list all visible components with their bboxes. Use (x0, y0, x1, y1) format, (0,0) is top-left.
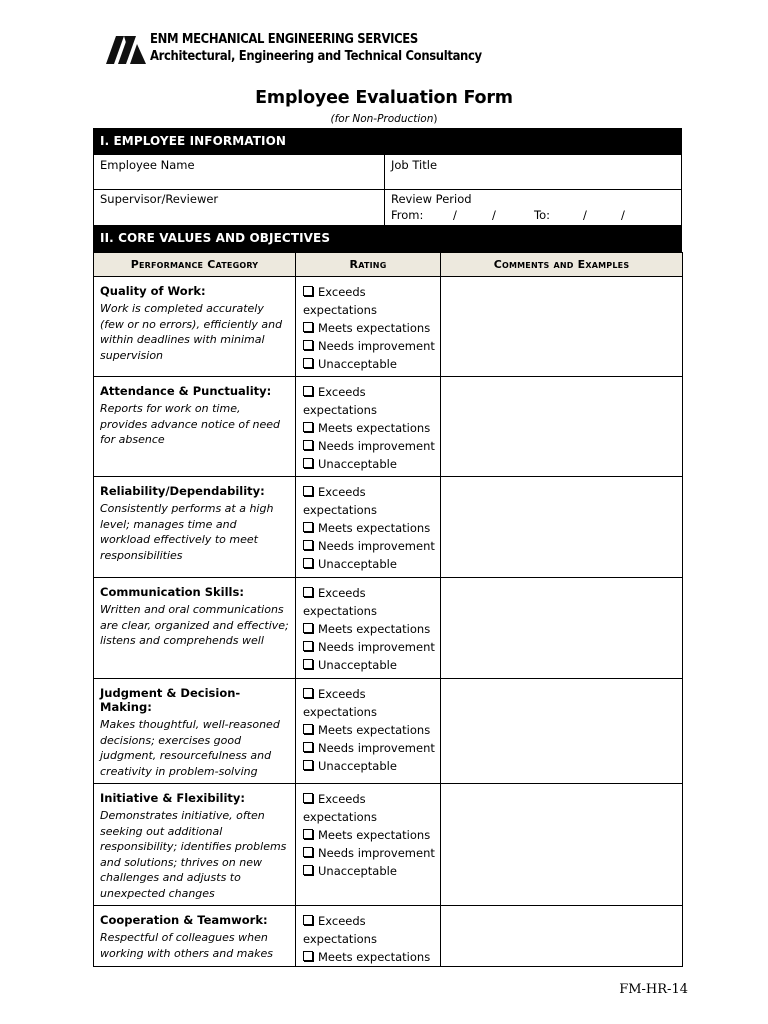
table-header-row (94, 253, 683, 277)
rating-option-label: Unacceptable (318, 357, 397, 371)
rating-option-label: Exceeds expectations (303, 792, 377, 824)
category-title: Judgment & Decision-Making: (100, 686, 241, 714)
performance-category-cell (94, 377, 296, 477)
comments-cell[interactable] (441, 578, 683, 679)
rating-option[interactable] (303, 620, 435, 638)
rating-cell (296, 679, 441, 784)
rating-option-label: Unacceptable (318, 557, 397, 571)
rating-option-label: Unacceptable (318, 457, 397, 471)
checkbox-icon[interactable] (303, 587, 313, 597)
section-title: I. EMPLOYEE INFORMATION (93, 128, 682, 155)
company-header (104, 28, 482, 68)
checkbox-icon[interactable] (303, 915, 313, 925)
checkbox-icon[interactable] (303, 458, 313, 468)
rating-option[interactable] (303, 319, 435, 337)
rating-cell (296, 578, 441, 679)
rating-option[interactable] (303, 948, 435, 966)
review-period-dates (391, 208, 675, 222)
rating-option-label: Unacceptable (318, 864, 397, 878)
category-title: Reliability/Dependability: (100, 484, 265, 498)
checkbox-icon[interactable] (303, 540, 313, 550)
rating-option[interactable] (303, 537, 435, 555)
rating-option-label: Meets expectations (318, 421, 431, 435)
checkbox-icon[interactable] (303, 641, 313, 651)
rating-option[interactable] (303, 419, 435, 437)
table-row (94, 277, 683, 377)
supervisor-label: Supervisor/Reviewer (100, 192, 219, 206)
rating-option[interactable] (303, 739, 435, 757)
rating-option-label: Exceeds expectations (303, 285, 377, 317)
checkbox-icon[interactable] (303, 865, 313, 875)
performance-category-cell (94, 277, 296, 377)
category-description: Written and oral communications are clear, organized and effective; listens and comprehends well (100, 603, 289, 647)
checkbox-icon[interactable] (303, 793, 313, 803)
comments-cell[interactable] (441, 784, 683, 906)
category-description: Demonstrates initiative, often seeking out additional responsibility; identifies problems and solutions; thrives on new challenges and adjusts to unexpected changes (100, 809, 287, 900)
info-row-name (93, 155, 682, 190)
section-employee-information (93, 128, 682, 155)
rating-option-label: Exceeds expectations (303, 914, 377, 946)
comments-cell[interactable] (441, 477, 683, 578)
form-subtitle (0, 113, 768, 125)
rating-option[interactable] (303, 656, 435, 674)
checkbox-icon[interactable] (303, 440, 313, 450)
rating-option[interactable] (303, 483, 435, 519)
to-date-sep-2: / (621, 208, 625, 222)
rating-option[interactable] (303, 337, 435, 355)
performance-category-cell (94, 578, 296, 679)
column-header-performance-category: Performance Category (94, 253, 296, 277)
section-core-values (93, 225, 682, 252)
rating-option-label: Needs improvement (318, 640, 435, 654)
category-title: Communication Skills: (100, 585, 244, 599)
rating-option[interactable] (303, 685, 435, 721)
rating-option[interactable] (303, 555, 435, 573)
rating-option-label: Exceeds expectations (303, 586, 377, 618)
rating-option-label: Needs improvement (318, 439, 435, 453)
checkbox-icon[interactable] (303, 286, 313, 296)
performance-category-cell (94, 477, 296, 578)
performance-category-cell (94, 906, 296, 967)
rating-option[interactable] (303, 757, 435, 775)
company-tagline: Architectural, Engineering and Technical Consultancy (150, 48, 482, 64)
rating-option[interactable] (303, 826, 435, 844)
form-title: Employee Evaluation Form (255, 88, 513, 108)
rating-option-label: Meets expectations (318, 950, 431, 964)
checkbox-icon[interactable] (303, 422, 313, 432)
rating-option-label: Needs improvement (318, 846, 435, 860)
checkbox-icon[interactable] (303, 951, 313, 961)
review-period-field[interactable] (385, 189, 681, 225)
form-code: FM-HR-14 (619, 982, 688, 997)
rating-option[interactable] (303, 912, 435, 948)
category-title: Quality of Work: (100, 284, 206, 298)
rating-option-label: Meets expectations (318, 321, 431, 335)
rating-option[interactable] (303, 721, 435, 739)
rating-option[interactable] (303, 584, 435, 620)
category-title: Cooperation & Teamwork: (100, 913, 268, 927)
category-description: Reports for work on time, provides advance notice of need for absence (100, 402, 281, 446)
checkbox-icon[interactable] (303, 358, 313, 368)
employee-name-field[interactable] (94, 155, 385, 189)
checkbox-icon[interactable] (303, 688, 313, 698)
checkbox-icon[interactable] (303, 724, 313, 734)
from-label: From: (391, 208, 424, 222)
rating-option[interactable] (303, 862, 435, 880)
category-title: Attendance & Punctuality: (100, 384, 272, 398)
checkbox-icon[interactable] (303, 847, 313, 857)
checkbox-icon[interactable] (303, 742, 313, 752)
supervisor-field[interactable] (94, 189, 385, 225)
to-label: To: (534, 208, 550, 222)
rating-option[interactable] (303, 519, 435, 537)
rating-option[interactable] (303, 455, 435, 473)
category-title: Initiative & Flexibility: (100, 791, 245, 805)
comments-cell[interactable] (441, 377, 683, 477)
table-row (94, 784, 683, 906)
table-row (94, 679, 683, 784)
form-subtitle-text: (for Non-Production (330, 113, 434, 125)
rating-option[interactable] (303, 638, 435, 656)
checkbox-icon[interactable] (303, 623, 313, 633)
comments-cell[interactable] (441, 277, 683, 377)
rating-cell (296, 784, 441, 906)
rating-option-label: Exceeds expectations (303, 385, 377, 417)
rating-option[interactable] (303, 283, 435, 319)
checkbox-icon[interactable] (303, 558, 313, 568)
table-row (94, 906, 683, 967)
rating-cell (296, 477, 441, 578)
employee-name-label: Employee Name (100, 158, 195, 172)
rating-option-label: Meets expectations (318, 622, 431, 636)
checkbox-icon[interactable] (303, 322, 313, 332)
performance-category-cell (94, 784, 296, 906)
form-subtitle-close: ) (433, 113, 438, 125)
table-row (94, 377, 683, 477)
rating-option-label: Needs improvement (318, 539, 435, 553)
rating-option-label: Meets expectations (318, 828, 431, 842)
checkbox-icon[interactable] (303, 659, 313, 669)
from-date-sep-1: / (453, 208, 457, 222)
rating-option-label: Needs improvement (318, 339, 435, 353)
rating-option-label: Needs improvement (318, 741, 435, 755)
checkbox-icon[interactable] (303, 386, 313, 396)
rating-option-label: Unacceptable (318, 658, 397, 672)
to-date-sep-1: / (583, 208, 587, 222)
section-title: II. CORE VALUES AND OBJECTIVES (93, 225, 682, 252)
rating-option-label: Exceeds expectations (303, 485, 377, 517)
table-row (94, 477, 683, 578)
category-description: Makes thoughtful, well-reasoned decisions; exercises good judgment, resourcefulness and creativity in problem-solving (100, 718, 280, 778)
rating-option[interactable] (303, 383, 435, 419)
rating-option-label: Meets expectations (318, 723, 431, 737)
rating-option[interactable] (303, 437, 435, 455)
checkbox-icon[interactable] (303, 760, 313, 770)
checkbox-icon[interactable] (303, 486, 313, 496)
core-values-table (93, 252, 683, 967)
checkbox-icon[interactable] (303, 340, 313, 350)
comments-cell[interactable] (441, 679, 683, 784)
table-row (94, 578, 683, 679)
rating-option[interactable] (303, 355, 435, 373)
rating-option-label: Unacceptable (318, 759, 397, 773)
review-period-label: Review Period (391, 192, 472, 206)
rating-option[interactable] (303, 790, 435, 826)
rating-cell (296, 377, 441, 477)
performance-category-cell (94, 679, 296, 784)
column-header-rating: Rating (296, 253, 441, 277)
job-title-field[interactable] (385, 155, 681, 189)
rating-option-label: Exceeds expectations (303, 687, 377, 719)
checkbox-icon[interactable] (303, 829, 313, 839)
column-header-comments: Comments and Examples (441, 253, 683, 277)
category-description: Work is completed accurately (few or no errors), efficiently and within deadlines with minimal supervision (100, 302, 283, 362)
checkbox-icon[interactable] (303, 522, 313, 532)
company-logo (104, 32, 148, 66)
category-description: Respectful of colleagues when working with others and makes (100, 931, 274, 960)
core-values-body (94, 277, 683, 967)
rating-cell (296, 906, 441, 967)
category-description: Consistently performs at a high level; manages time and workload effectively to meet responsibilities (100, 502, 274, 562)
job-title-label: Job Title (391, 158, 438, 172)
comments-cell[interactable] (441, 906, 683, 967)
company-name: ENM MECHANICAL ENGINEERING SERVICES (150, 31, 418, 47)
rating-option[interactable] (303, 844, 435, 862)
rating-cell (296, 277, 441, 377)
from-date-sep-2: / (492, 208, 496, 222)
rating-option-label: Meets expectations (318, 521, 431, 535)
info-row-review (93, 189, 682, 226)
